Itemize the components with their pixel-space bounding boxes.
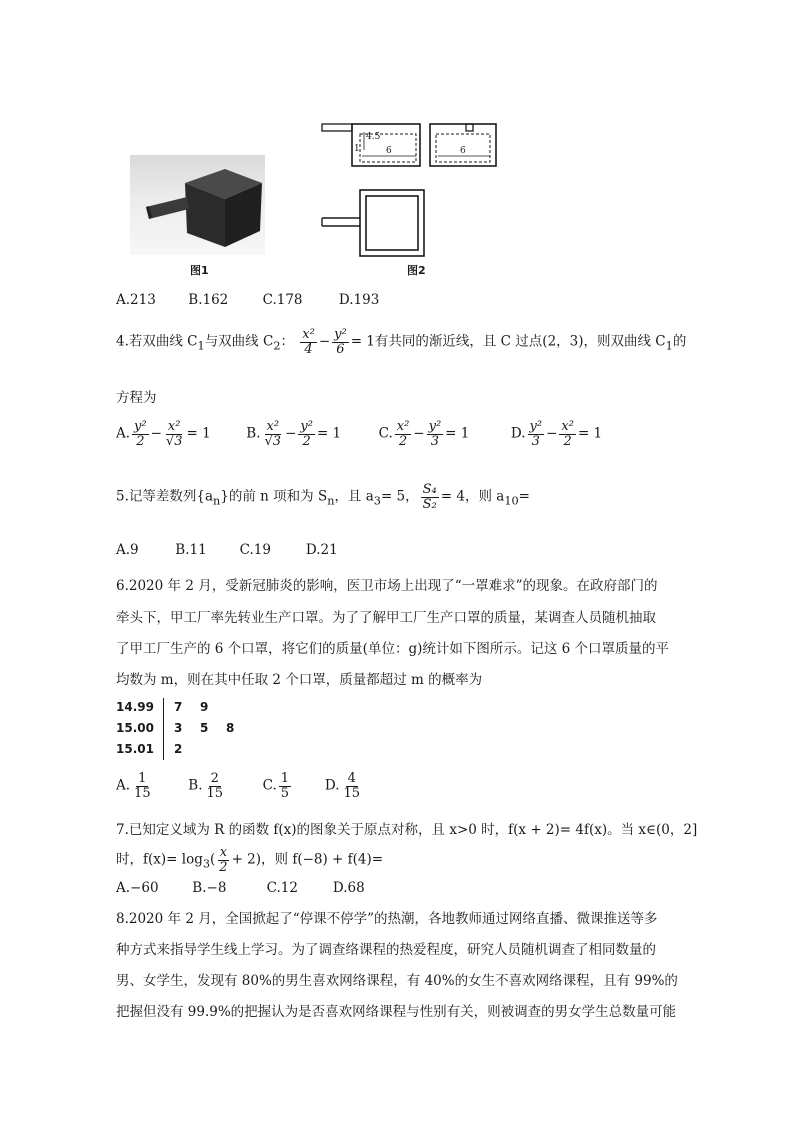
- q6-line-3: 了甲工厂生产的 6 个口罩，将它们的质量(单位：g)统计如下图所示。记这 6 个口罩质量的平: [116, 641, 670, 657]
- q4-sub-1: 1: [197, 339, 205, 353]
- q7-choice-a[interactable]: A.−60: [116, 880, 159, 896]
- q4-sub-3: 1: [665, 339, 673, 353]
- figure-1-photo: [130, 155, 265, 255]
- q4-text-c: ：: [280, 333, 294, 350]
- q7-choice-b[interactable]: B.−8: [192, 880, 227, 896]
- q6-choice-d[interactable]: D. $\frac{4}{15}$: [324, 771, 361, 801]
- q4-choices: [116, 420, 602, 448]
- q4-fraction-x2-4: $\frac{\text{x²}}{4}$: [302, 327, 315, 357]
- three-view-drawing: [320, 120, 500, 260]
- q3-choice-a[interactable]: A.213: [116, 292, 156, 308]
- stem-leaf-divider: [163, 698, 164, 760]
- q4-text-a: 4.若双曲线 C: [116, 333, 198, 350]
- q7-choice-c[interactable]: C.12: [266, 880, 298, 896]
- q8-line-3: 男、女学生，发现有 80%的男生喜欢网络课程，有 40%的女生不喜欢网络课程，且有 99%的: [116, 973, 678, 989]
- q6-choice-b[interactable]: B. $\frac{2}{15}$: [188, 771, 224, 801]
- figure-1-caption: 图1: [190, 264, 209, 277]
- q8-line-2: 种方式来指导学生线上学习。为了调查络课程的热爱程度，研究人员随机调查了相同数量的: [116, 942, 656, 958]
- cube-photo-illustration: [130, 155, 265, 255]
- stem-row: 15.00 3 5 8: [116, 720, 235, 735]
- q4-text-e: 的: [672, 333, 687, 350]
- dim-label-6-side: 6: [460, 146, 466, 156]
- q6-choices: [116, 772, 364, 800]
- dim-label-6-front: 6: [386, 146, 392, 156]
- q4-sub-2: 2: [273, 339, 281, 353]
- dim-label-1: 1: [354, 144, 360, 154]
- q7-fraction-x-2: $\frac{x}{2}$: [219, 845, 228, 875]
- q6-line-4: 均数为 m，则在其中任取 2 个口罩，质量都超过 m 的概率为: [116, 672, 483, 688]
- q4-minus: −: [318, 333, 331, 350]
- stem-row: 15.01 2: [116, 741, 183, 756]
- q3-choice-c[interactable]: C.178: [262, 292, 303, 308]
- q7-line-1: 7.已知定义域为 R 的函数 f(x)的图象关于原点对称，且 x>0 时，f(x + 2)= 4f(x)。当 x∈(0，2]: [116, 822, 698, 838]
- q5-fraction-s4-s2: $\frac{\text{S₄}}{\text{S₂}}$: [422, 482, 437, 512]
- figure-2-caption: 图2: [407, 264, 426, 277]
- q4-choice-d[interactable]: D. $\frac{\text{y²}}{3}$ − $\frac{\text{x²}}{2}$ = 1: [510, 419, 603, 449]
- q5-stem: 5.记等差数列$\{a_n\}$的前 n 项和为 $S_n$，且 $a_3= 5$， $\frac{\text{S₄}}{\text{S₂}}$ = 4，则 $a_{10}=$: [116, 482, 530, 512]
- q7-choice-d[interactable]: D.68: [332, 880, 365, 896]
- q8-line-1: 8.2020 年 2 月，全国掀起了“停课不停学”的热潮，各地教师通过网络直播、微课推送等多: [116, 911, 658, 927]
- q8-line-4: 把握但没有 99.9%的把握认为是否喜欢网络课程与性别有关，则被调查的男女学生总数量可能: [116, 1004, 677, 1020]
- q7-choices: [116, 880, 365, 896]
- q5-choice-d[interactable]: D.21: [305, 542, 338, 558]
- q5-choice-c[interactable]: C.19: [239, 542, 271, 558]
- q5-choice-a[interactable]: A.9: [116, 542, 139, 558]
- q4-choice-a[interactable]: A. $\frac{\text{y²}}{2}$ − $\frac{\text{x²}}{√3}$ = 1: [116, 419, 211, 449]
- q5-choices: [116, 542, 338, 558]
- q3-choice-d[interactable]: D.193: [338, 292, 380, 308]
- q4-stem: [116, 328, 686, 356]
- q4-stem-line2: 方程为: [116, 390, 157, 406]
- q6-choice-c[interactable]: C. $\frac{1}{5}$: [262, 771, 290, 801]
- q3-choice-b[interactable]: B.162: [188, 292, 229, 308]
- q6-stem-leaf-plot: [116, 696, 252, 759]
- q3-choices: [116, 292, 379, 308]
- q4-fraction-y2-6: $\frac{\text{y²}}{6}$: [334, 327, 347, 357]
- dim-label-4-5: 4.5: [366, 132, 381, 142]
- q4-choice-c[interactable]: C. $\frac{\text{x²}}{2}$ − $\frac{\text{y²}}{3}$ = 1: [378, 419, 470, 449]
- q6-line-1: 6.2020 年 2 月，受新冠肺炎的影响，医卫市场上出现了“一罩难求”的现象。在政府部门的: [116, 578, 658, 594]
- q4-text-d: = 1有共同的渐近线，且 C 过点(2，3)，则双曲线 C: [350, 333, 666, 350]
- q6-line-2: 牵头下，甲工厂率先转业生产口罩。为了了解甲工厂生产口罩的质量，某调查人员随机抽取: [116, 610, 656, 626]
- q5-choice-b[interactable]: B.11: [175, 542, 207, 558]
- q7-line-2: 时，$f(x)= \log_3$( $\frac{x}{2}$ + 2)，则 f(−8) + f(4)=: [116, 845, 384, 875]
- q6-choice-a[interactable]: A. $\frac{1}{15}$: [116, 771, 151, 801]
- q4-text-b: 与双曲线 C: [204, 333, 274, 350]
- figure-2-three-views: [320, 120, 500, 260]
- q4-choice-b[interactable]: B. $\frac{\text{x²}}{√3}$ − $\frac{\text{y²}}{2}$ = 1: [246, 419, 342, 449]
- stem-row: 14.99 7 9: [116, 699, 209, 714]
